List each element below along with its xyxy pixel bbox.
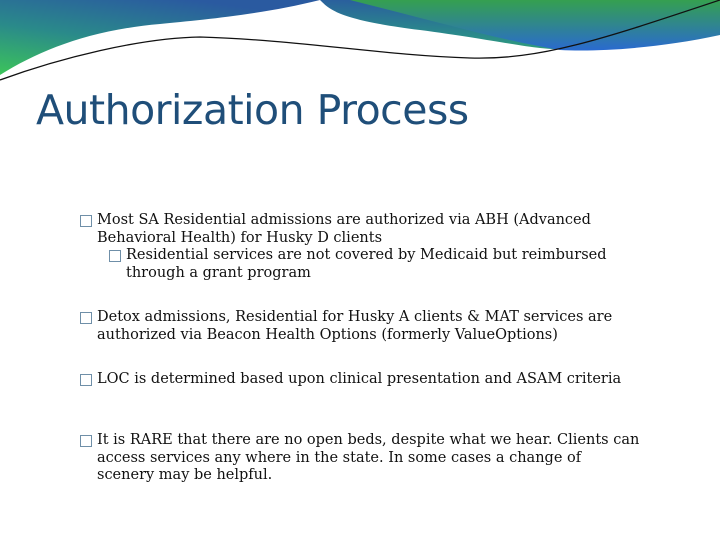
bullet-1: Most SA Residential admissions are authorized via ABH (Advanced Behavioral Health) for Husky D clients Residential services are not covered by Medicaid but reimbursed through a grant program — [80, 212, 640, 282]
bullet-4: It is RARE that there are no open beds, despite what we hear. Clients can access services any where in the state. In some cases a change of scenery may be helpful. — [80, 432, 640, 485]
bullet-box-icon — [109, 250, 121, 262]
bullet-box-icon — [80, 312, 92, 324]
sub-bullet-1: Residential services are not covered by Medicaid but reimbursed through a grant program — [109, 247, 640, 282]
bullet-box-icon — [80, 215, 92, 227]
bullet-box-icon — [80, 435, 92, 447]
bullet-box-icon — [80, 374, 92, 386]
bullet-3: LOC is determined based upon clinical presentation and ASAM criteria — [80, 371, 640, 389]
page-title: Authorization Process — [36, 86, 469, 134]
bullet-2: Detox admissions, Residential for Husky A clients & MAT services are authorized via Beacon Health Options (formerly ValueOptions) — [80, 309, 640, 344]
header-wave-decoration — [0, 0, 720, 90]
